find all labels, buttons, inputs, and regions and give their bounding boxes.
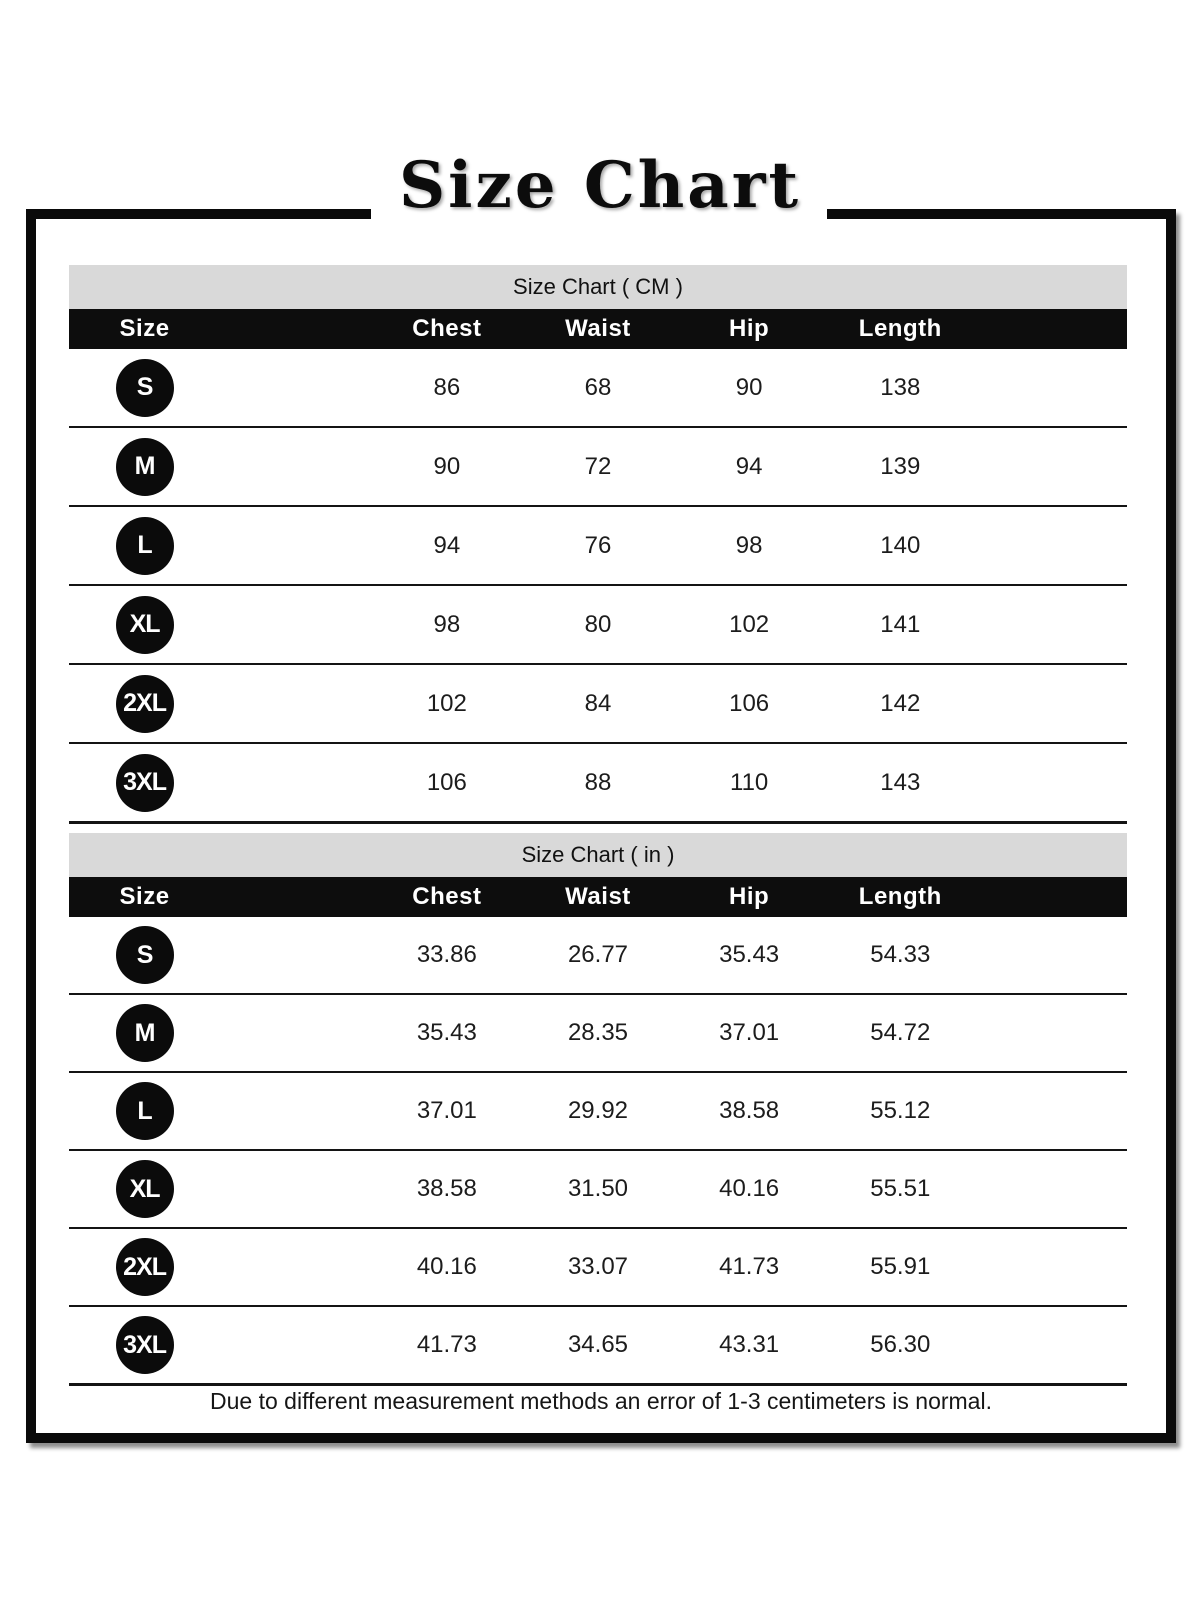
size-badge-cell: [69, 754, 220, 812]
cell-length: 140: [880, 531, 921, 559]
table-title-cm: Size Chart ( CM ): [69, 265, 1127, 309]
cell-chest: 106: [426, 768, 467, 796]
size-badge: 3XL: [116, 1316, 174, 1374]
cell-hip: 98: [735, 531, 763, 559]
cell-waist: 26.77: [567, 941, 629, 968]
cell-hip: 102: [729, 610, 770, 638]
cell-waist: 33.07: [567, 1253, 629, 1280]
table-title-in: Size Chart ( in ): [69, 833, 1127, 877]
table-row-l: [69, 505, 1127, 584]
size-badge-cell: [69, 1238, 220, 1296]
size-badge: XL: [116, 596, 174, 654]
column-header-hip: Hip: [729, 315, 770, 342]
column-header-waist: Waist: [565, 883, 631, 910]
cell-hip: 90: [735, 373, 763, 401]
cell-hip: 110: [730, 768, 769, 796]
size-badge-cell: [69, 517, 220, 575]
cell-hip: 94: [735, 452, 763, 480]
size-badge: L: [116, 1082, 174, 1140]
size-badge: L: [116, 517, 174, 575]
cell-length: 138: [880, 373, 921, 401]
cell-hip: 40.16: [719, 1175, 780, 1202]
table-rows-cm: [69, 349, 1127, 824]
table-row-l: [69, 1071, 1127, 1149]
column-header-chest: Chest: [412, 315, 482, 342]
cell-length: 54.33: [870, 941, 931, 968]
size-badge-cell: [69, 438, 220, 496]
cell-length: 141: [880, 610, 921, 638]
size-table-cm: [69, 265, 1127, 824]
cell-hip: 41.73: [719, 1253, 780, 1280]
size-badge-cell: [69, 675, 220, 733]
table-row-m: [69, 993, 1127, 1071]
column-header-chest: Chest: [412, 883, 482, 910]
cell-chest: 40.16: [416, 1253, 477, 1280]
cell-waist: 88: [584, 768, 612, 796]
cell-chest: 35.43: [416, 1019, 477, 1046]
size-badge-cell: [69, 926, 220, 984]
size-badge: 2XL: [116, 1238, 174, 1296]
size-badge-cell: [69, 1004, 220, 1062]
table-row-3xl: [69, 1305, 1127, 1383]
cell-waist: 34.65: [567, 1331, 629, 1358]
size-badge: M: [116, 1004, 174, 1062]
cell-hip: 43.31: [719, 1331, 780, 1358]
cell-waist: 84: [584, 689, 612, 717]
column-header-length: Length: [858, 883, 942, 910]
column-header-waist: Waist: [565, 315, 631, 342]
cell-chest: 38.58: [416, 1175, 477, 1202]
size-badge-cell: [69, 1160, 220, 1218]
cell-length: 55.91: [870, 1253, 931, 1280]
cell-waist: 72: [584, 452, 612, 480]
table-row-3xl: [69, 742, 1127, 821]
table-row-m: [69, 426, 1127, 505]
cell-length: 55.12: [870, 1097, 931, 1124]
size-badge-cell: [69, 359, 220, 417]
cell-length: 142: [880, 689, 921, 717]
table-row-s: [69, 917, 1127, 993]
column-header-length: Length: [858, 315, 942, 342]
table-row-xl: [69, 584, 1127, 663]
cell-length: 143: [880, 768, 921, 796]
cell-chest: 33.86: [416, 941, 477, 968]
table-row-s: [69, 349, 1127, 426]
cell-hip: 38.58: [719, 1097, 780, 1124]
size-table-in: [69, 833, 1127, 1386]
measurement-disclaimer: Due to different measurement methods an error of 1-3 centimeters is normal.: [210, 1388, 992, 1414]
table-rows-in: [69, 917, 1127, 1386]
column-header-size: Size: [119, 883, 170, 910]
table-row-2xl: [69, 1227, 1127, 1305]
size-badge: 2XL: [116, 675, 174, 733]
table-header-cm: [69, 309, 1127, 349]
cell-chest: 37.01: [416, 1097, 477, 1124]
cell-waist: 31.50: [567, 1175, 629, 1202]
size-badge-cell: [69, 1082, 220, 1140]
table-header-in: [69, 877, 1127, 917]
cell-waist: 29.92: [567, 1097, 629, 1124]
table-row-2xl: [69, 663, 1127, 742]
cell-chest: 94: [433, 531, 461, 559]
cell-chest: 41.73: [416, 1331, 477, 1358]
size-badge: S: [116, 359, 174, 417]
cell-waist: 80: [584, 610, 612, 638]
column-header-size: Size: [119, 315, 170, 342]
cell-waist: 68: [584, 373, 612, 401]
size-badge: S: [116, 926, 174, 984]
size-badge: XL: [116, 1160, 174, 1218]
cell-length: 54.72: [870, 1019, 931, 1046]
cell-waist: 76: [584, 531, 612, 559]
cell-chest: 98: [433, 610, 461, 638]
cell-waist: 28.35: [567, 1019, 629, 1046]
cell-length: 55.51: [870, 1175, 931, 1202]
cell-chest: 86: [433, 373, 461, 401]
cell-chest: 102: [426, 689, 467, 717]
cell-length: 56.30: [870, 1331, 931, 1358]
size-badge: 3XL: [116, 754, 174, 812]
column-header-hip: Hip: [729, 883, 770, 910]
cell-hip: 35.43: [719, 941, 780, 968]
cell-hip: 106: [729, 689, 770, 717]
cell-length: 139: [880, 452, 921, 480]
size-badge-cell: [69, 596, 220, 654]
size-badge: M: [116, 438, 174, 496]
page-title: Size Chart: [398, 148, 802, 223]
table-row-xl: [69, 1149, 1127, 1227]
cell-chest: 90: [433, 452, 461, 480]
cell-hip: 37.01: [719, 1019, 780, 1046]
size-badge-cell: [69, 1316, 220, 1374]
